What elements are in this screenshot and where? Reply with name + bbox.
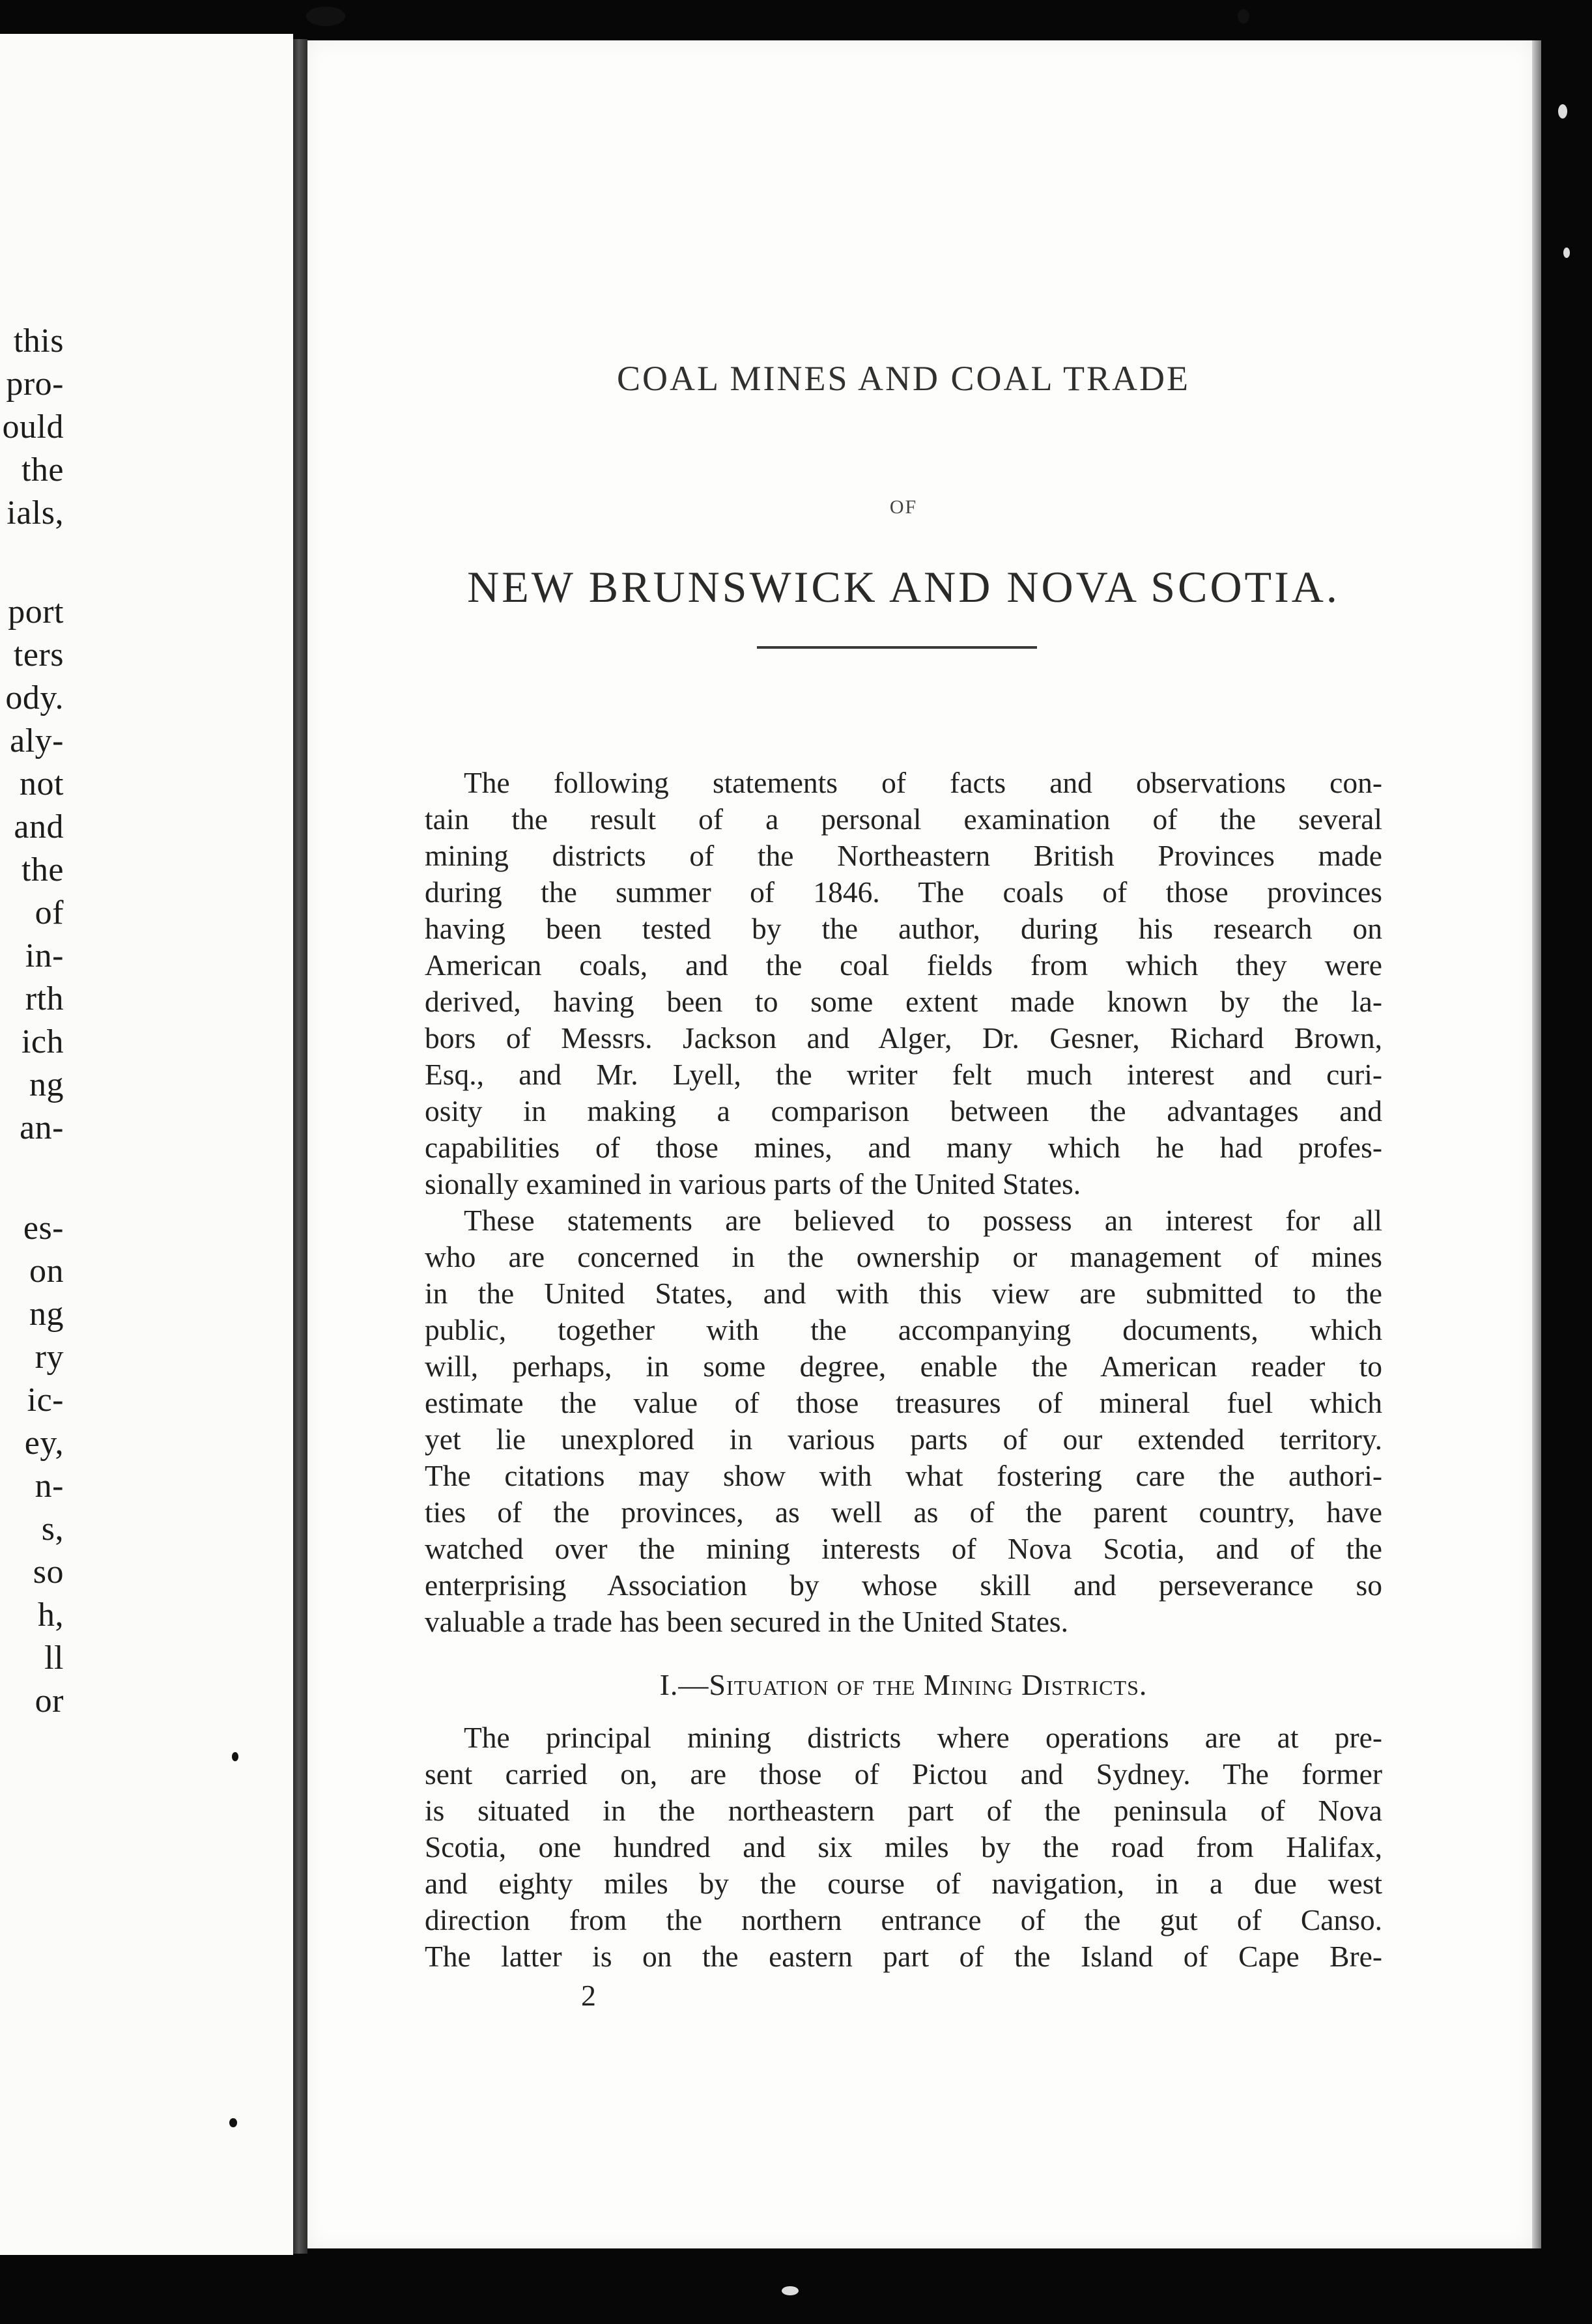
fragment-line: h,	[38, 1596, 64, 1634]
text-line: capabilities of those mines, and many which he had profes-	[425, 1131, 1382, 1164]
text-line: enterprising Association by whose skill and perseverance so	[425, 1568, 1382, 1602]
text-line: The citations may show with what fostering care the authori-	[425, 1459, 1382, 1492]
text-line: mining districts of the Northeastern British Provinces made	[425, 839, 1382, 872]
text-line: yet lie unexplored in various parts of our extended territory.	[425, 1423, 1382, 1456]
paragraph-intro	[425, 765, 1382, 1202]
text-line: Esq., and Mr. Lyell, the writer felt much interest and curi-	[425, 1058, 1382, 1091]
text-line: who are concerned in the ownership or management of mines	[425, 1240, 1382, 1273]
fragment-line: on	[29, 1253, 64, 1290]
text-line: during the summer of 1846. The coals of those provinces	[425, 875, 1382, 909]
fragment-line: of	[35, 894, 64, 931]
fragment-line: ry	[35, 1339, 64, 1376]
fragment-line: pro-	[6, 365, 64, 403]
text-line: The following statements of facts and observations con-	[464, 766, 1382, 799]
fragment-line: this	[13, 322, 64, 360]
fragment-line: ials,	[7, 494, 64, 531]
fragment-line: aly-	[10, 722, 64, 759]
scan-speck	[229, 2118, 237, 2127]
fragment-line: s,	[41, 1510, 64, 1548]
page-title-line-2: NEW BRUNSWICK AND NOVA SCOTIA.	[467, 562, 1340, 612]
fragment-line: and	[14, 808, 64, 845]
fragment-line: in-	[25, 937, 64, 974]
text-line: bors of Messrs. Jackson and Alger, Dr. Gesner, Richard Brown,	[425, 1021, 1382, 1055]
scan-speck	[1238, 9, 1249, 23]
fragment-line: the	[21, 851, 64, 888]
fragment-line: ic-	[27, 1382, 64, 1419]
scan-speck	[1558, 104, 1567, 119]
fragment-line: es-	[23, 1210, 64, 1247]
text-line: American coals, and the coal fields from which they were	[425, 948, 1382, 982]
fragment-line: ters	[13, 636, 64, 673]
scan-speck	[232, 1752, 238, 1761]
paragraph-mining-districts	[425, 1720, 1382, 1975]
title-divider-rule	[757, 646, 1037, 649]
text-line: tain the result of a personal examination of the several	[425, 802, 1382, 836]
fragment-line: ng	[29, 1066, 64, 1103]
text-line: The latter is on the eastern part of the Island of Cape Bre-	[425, 1940, 1382, 1973]
fragment-line: ich	[21, 1023, 64, 1060]
scan-speck	[1563, 248, 1570, 258]
fragment-line: or	[35, 1682, 64, 1720]
section-heading: I.—Situation of the Mining Districts.	[659, 1668, 1148, 1701]
fragment-line: ey,	[24, 1424, 64, 1462]
text-line: derived, having been to some extent made known by the la-	[425, 985, 1382, 1018]
text-line: valuable a trade has been secured in the United States.	[425, 1605, 1068, 1638]
text-line: These statements are believed to possess an interest for all	[464, 1204, 1382, 1237]
fragment-line: n-	[35, 1467, 64, 1505]
previous-page-fragment	[0, 34, 293, 2255]
text-line: and eighty miles by the course of navigation, in a due west	[425, 1867, 1382, 1900]
text-line: sent carried on, are those of Pictou and Sydney. The former	[425, 1757, 1382, 1791]
text-line: direction from the northern entrance of the gut of Canso.	[425, 1903, 1382, 1936]
text-line: The principal mining districts where operations are at pre-	[464, 1721, 1382, 1754]
book-gutter	[293, 39, 307, 2254]
text-line: Scotia, one hundred and six miles by the road from Halifax,	[425, 1830, 1382, 1863]
text-line: is situated in the northeastern part of the peninsula of Nova	[425, 1794, 1382, 1827]
text-line: public, together with the accompanying documents, which	[425, 1313, 1382, 1346]
main-page	[307, 40, 1532, 2248]
text-line: estimate the value of those treasures of mineral fuel which	[425, 1386, 1382, 1419]
text-line: watched over the mining interests of Nova Scotia, and of the	[425, 1532, 1382, 1565]
scan-speck	[782, 2286, 799, 2295]
fragment-line: ll	[44, 1639, 64, 1677]
fragment-line: not	[20, 765, 64, 802]
fragment-line: rth	[25, 980, 64, 1017]
text-line: will, perhaps, in some degree, enable the American reader to	[425, 1350, 1382, 1383]
fragment-line: ng	[29, 1296, 64, 1333]
text-line: sionally examined in various parts of the United States.	[425, 1167, 1081, 1200]
fragment-line: port	[8, 593, 64, 631]
page-title-line-1: COAL MINES AND COAL TRADE	[616, 359, 1191, 398]
page-number: 2	[581, 1979, 596, 2012]
fragment-line: ould	[2, 408, 64, 446]
fragment-line: so	[33, 1553, 64, 1591]
text-line: ties of the provinces, as well as of the parent country, have	[425, 1495, 1382, 1529]
fragment-line: the	[21, 451, 64, 489]
scan-speck	[306, 7, 345, 26]
text-line: in the United States, and with this view are submitted to the	[425, 1277, 1382, 1310]
text-line: having been tested by the author, during his research on	[425, 912, 1382, 945]
paragraph-statements	[425, 1202, 1382, 1640]
page-right-edge	[1532, 40, 1541, 2248]
text-line: osity in making a comparison between the advantages and	[425, 1094, 1382, 1127]
page-title-of: OF	[889, 496, 918, 518]
fragment-line: an-	[20, 1109, 64, 1146]
fragment-line: ody.	[5, 679, 64, 716]
